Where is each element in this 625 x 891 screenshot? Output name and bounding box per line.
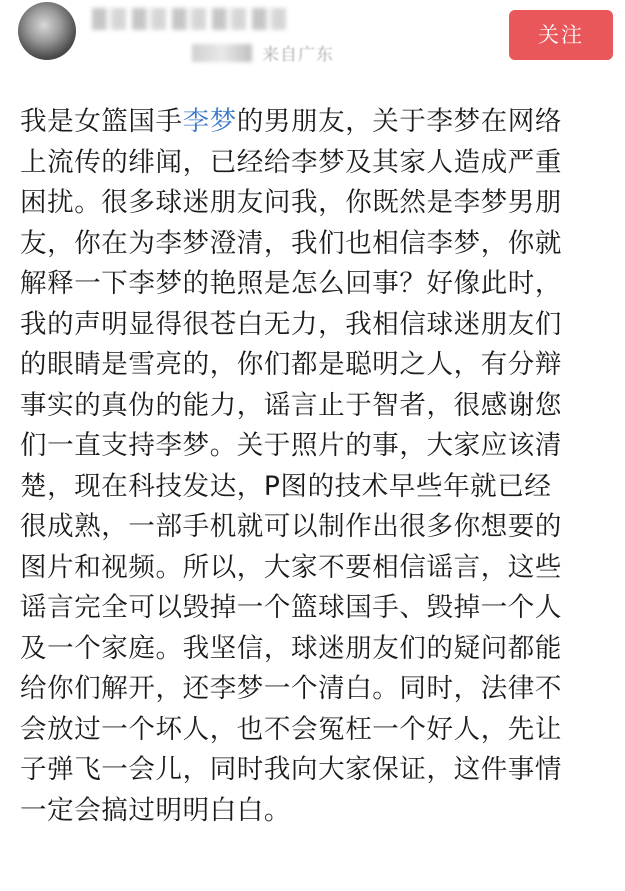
post-text-segment: 的男朋友，关于李梦在网络 bbox=[236, 106, 563, 137]
post-line: 很成熟，一部手机就可以制作出很多你想要的 bbox=[20, 511, 562, 542]
post-line: 谣言完全可以毁掉一个篮球国手、毁掉一个人 bbox=[20, 592, 562, 623]
mention-link[interactable]: 李梦 bbox=[182, 106, 237, 137]
post-line: 给你们解开，还李梦一个清白。同时，法律不 bbox=[20, 673, 562, 704]
post-time-blurred bbox=[192, 44, 252, 62]
post-line: 图片和视频。所以，大家不要相信谣言，这些 bbox=[20, 551, 562, 583]
avatar[interactable] bbox=[18, 2, 76, 60]
post-header bbox=[0, 0, 625, 96]
post-line: 的眼睛是雪亮的，你们都是聪明之人，有分辩 bbox=[20, 349, 562, 380]
post-line: 子弹飞一会儿，同时我向大家保证，这件事情 bbox=[20, 754, 562, 785]
username-blurred[interactable] bbox=[92, 8, 292, 30]
follow-button[interactable]: 关注 bbox=[509, 10, 613, 60]
post-line: 们一直支持李梦。关于照片的事，大家应该清 bbox=[20, 430, 562, 461]
post-line: 及一个家庭。我坚信，球迷朋友们的疑问都能 bbox=[20, 632, 562, 664]
post-text-segment: 我是女篮国手 bbox=[20, 106, 183, 137]
post-line: 我的声明显得很苍白无力，我相信球迷朋友们 bbox=[20, 308, 562, 340]
post-line: 事实的真伪的能力，谣言止于智者，很感谢您 bbox=[20, 389, 562, 421]
post-line: 友，你在为李梦澄清，我们也相信李梦，你就 bbox=[20, 227, 562, 259]
post-line: 一定会搞过明明白白。 bbox=[20, 794, 291, 826]
post-body bbox=[20, 102, 620, 831]
post-line: 上流传的绯闻，已经给李梦及其家人造成严重 bbox=[20, 146, 562, 178]
post-line: 楚，现在科技发达，P图的技术早些年就已经 bbox=[20, 470, 552, 502]
post-line: 会放过一个坏人，也不会冤枉一个好人，先让 bbox=[20, 713, 562, 745]
post-line bbox=[20, 102, 620, 143]
post-location: 来自广东 bbox=[262, 45, 334, 65]
post-line: 困扰。很多球迷朋友问我，你既然是李梦男朋 bbox=[20, 187, 562, 218]
post-line: 解释一下李梦的艳照是怎么回事？好像此时， bbox=[20, 268, 562, 299]
